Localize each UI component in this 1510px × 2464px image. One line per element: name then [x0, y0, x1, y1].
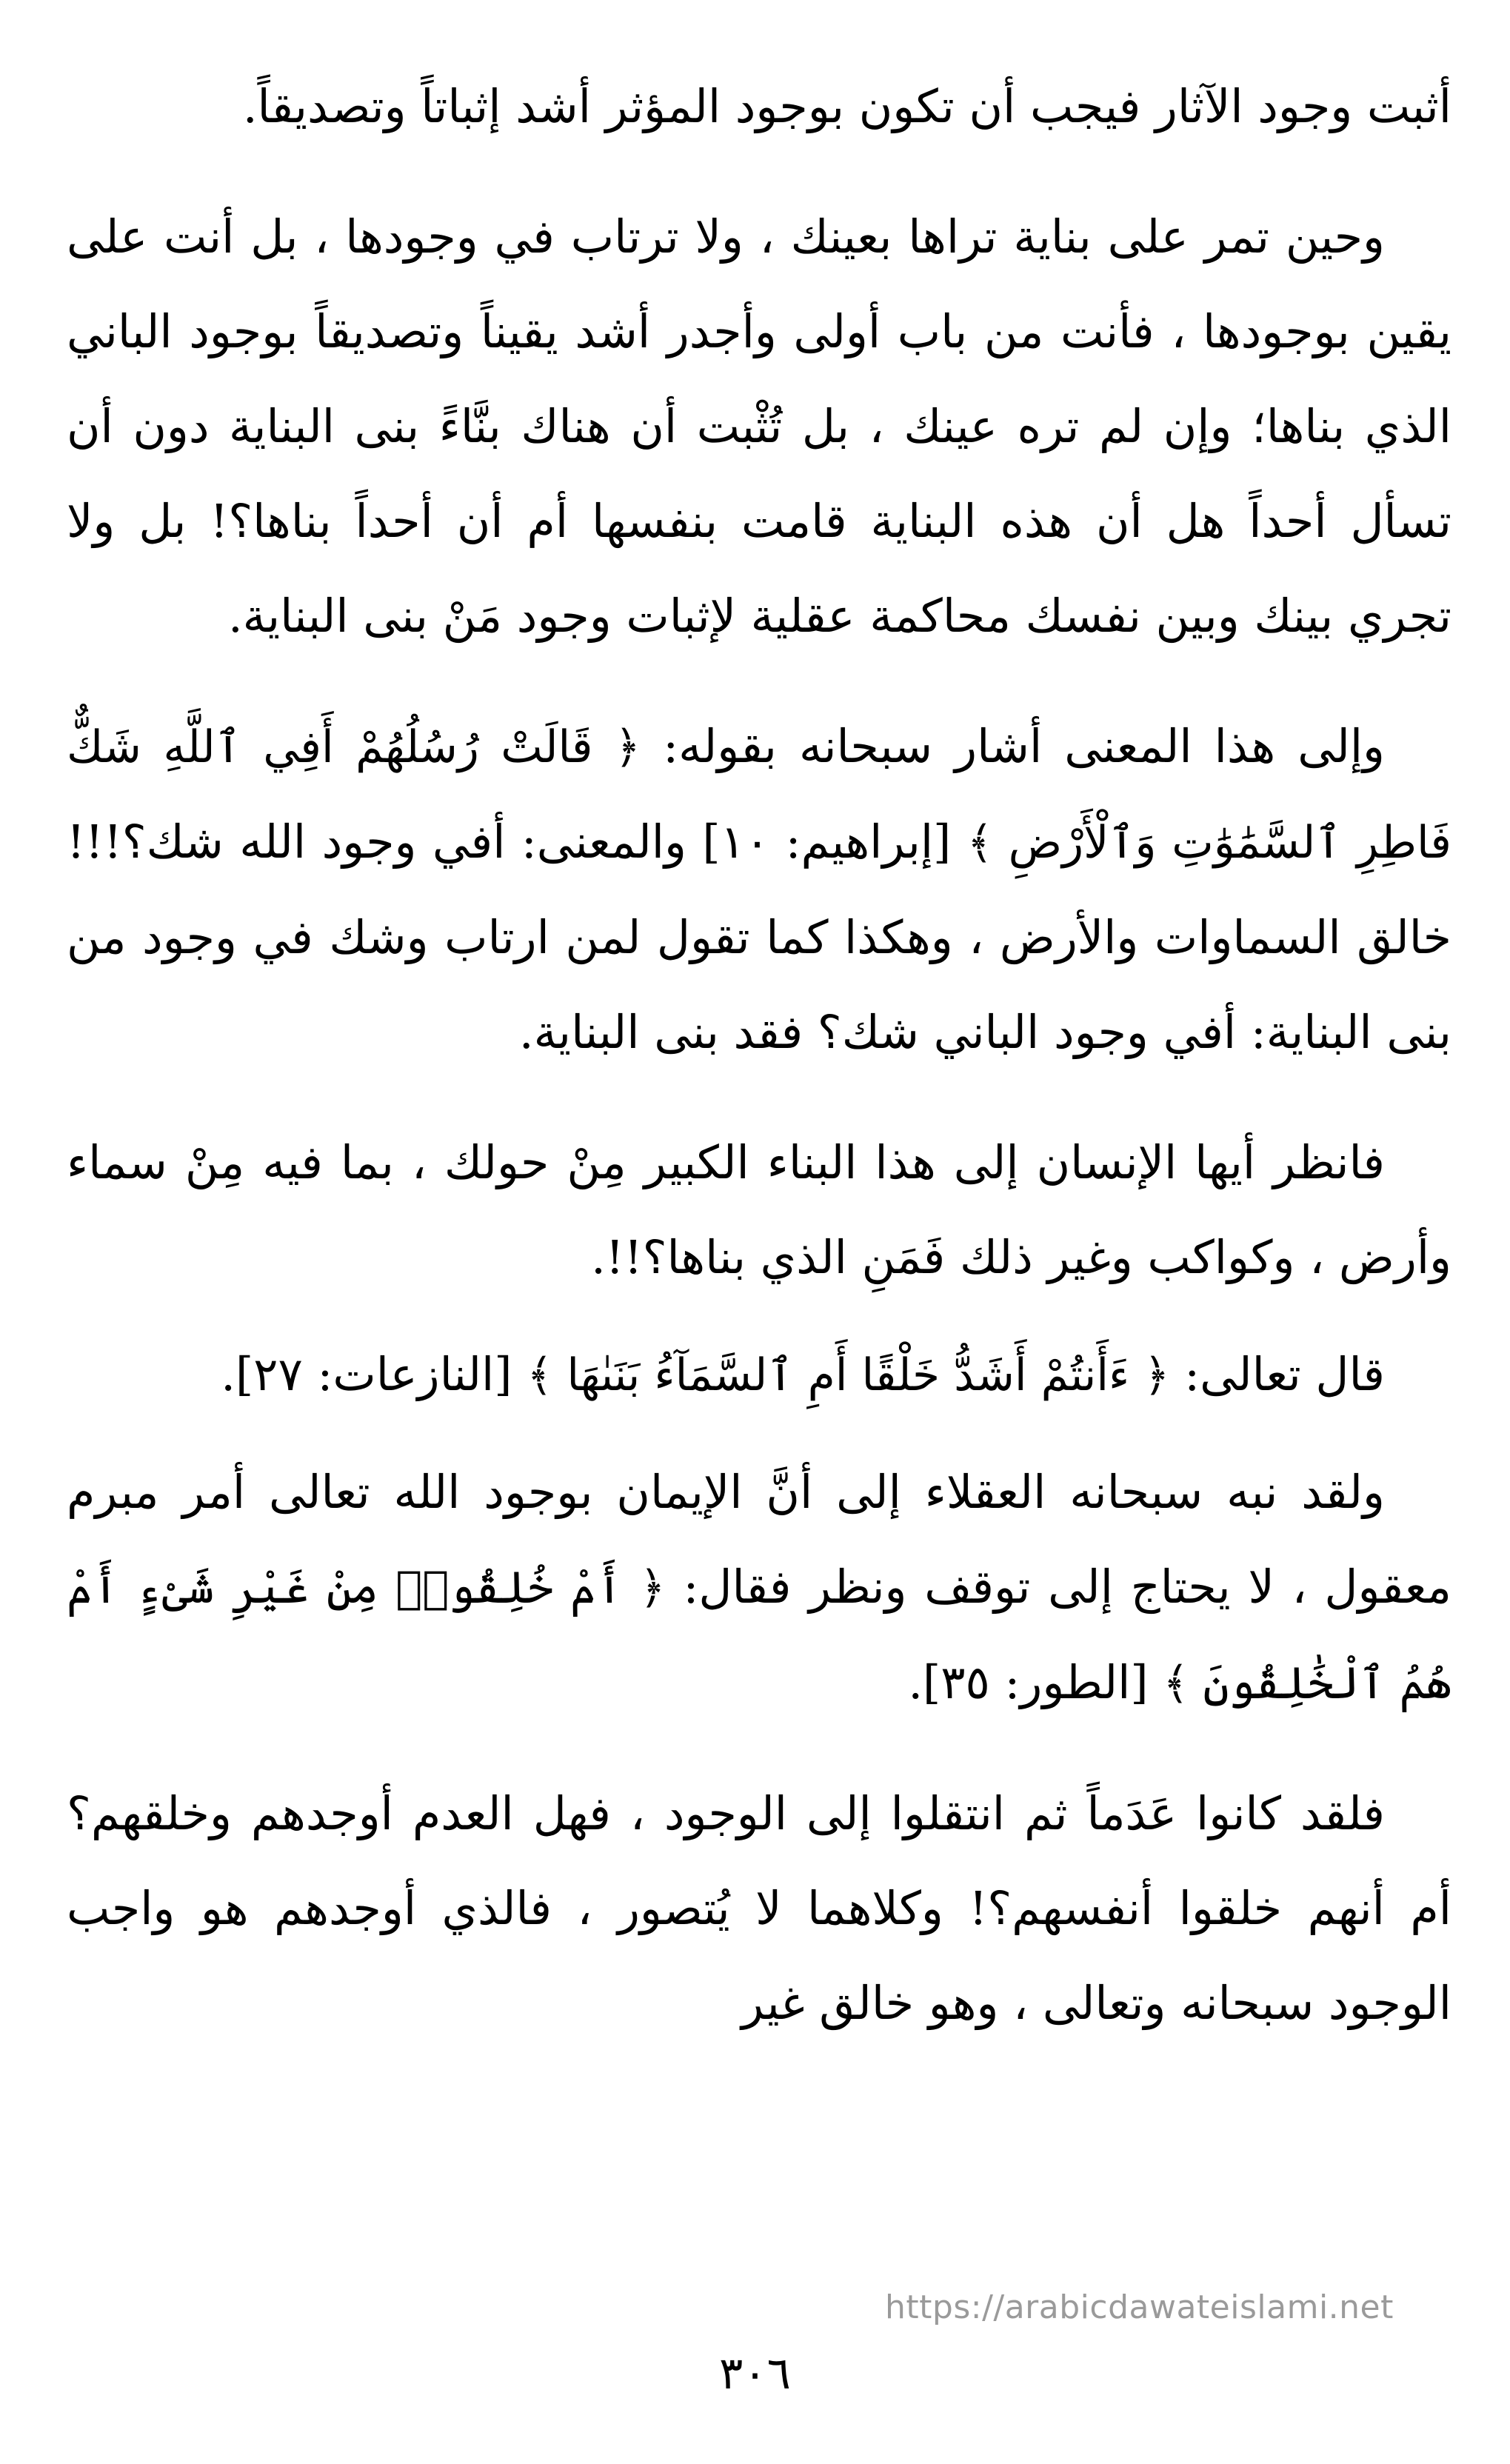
paragraph-7: فلقد كانوا عَدَماً ثم انتقلوا إلى الوجود ، فهل العدم أوجدهم وخلقهم؟ أم أنهم خلقوا أنفسهم؟! وكلاهما لا يُتصور ، فالذي أوجدهم هو واجب الوجود سبحانه وتعالى ، وهو خالق غير: [67, 1786, 1451, 2030]
quran-reference-naziat: [النازعات: ٢٧].: [221, 1347, 512, 1401]
paragraph-5: [67, 1327, 1451, 1423]
paragraph-2: وحين تمر على بناية تراها بعينك ، ولا ترتاب في وجودها ، بل أنت على يقين بوجودها ، فأنت من باب أولى وأجدر أشد يقيناً وتصديقاً بوجود الباني الذي بناها؛ وإن لم تره عينك ، بل تُثْبت أن هناك بنَّاءً بنى البناية دون أن تسأل أحداً هل أن هذه البناية قامت بنفسها أم أن أحداً بناها؟! بل ولا تجري بينك وبين نفسك محاكمة عقلية لإثبات وجود مَنْ بنى البناية.: [67, 210, 1451, 643]
quran-reference-tur: [الطور: ٣٥].: [908, 1655, 1149, 1709]
quran-reference-ibrahim: [إبراهيم: ١٠]: [702, 815, 952, 869]
page-number: ٣٠٦: [719, 2348, 791, 2400]
paragraph-6-intro: ولقد نبه سبحانه العقلاء إلى أنَّ الإيمان بوجود الله تعالى أمر مبرم معقول ، لا يحتاج إلى توقف ونظر فقال:: [67, 1465, 1451, 1614]
quran-verse-tur: ﴿ أَمْ خُلِقُوا۟ مِنْ غَيْرِ شَىْءٍ أَمْ هُمُ ٱلْخَٰلِقُونَ ﴾: [67, 1562, 1451, 1709]
source-watermark: https://arabicdawateislami.net: [885, 2288, 1394, 2326]
paragraph-6: [67, 1445, 1451, 1731]
quran-verse-naziat: ﴿ ءَأَنتُمْ أَشَدُّ خَلْقًا أَمِ ٱلسَّمَآءُ بَنَىٰهَا ﴾: [527, 1349, 1170, 1401]
paragraph-3: [67, 699, 1451, 1080]
paragraph-1: أثبت وجود الآثار فيجب أن تكون بوجود المؤثر أشد إثباتاً وتصديقاً.: [242, 79, 1451, 133]
paragraph-5-intro: قال تعالى:: [1184, 1347, 1385, 1401]
quran-verse-ibrahim: ﴿ قَالَتْ رُسُلُهُمْ أَفِي ٱللَّهِ شَكٌّ فَاطِرِ ٱلسَّمَٰوَٰتِ وَٱلْأَرْضِ ﴾: [67, 721, 1451, 869]
page-body: [67, 59, 1451, 2086]
paragraph-4: فانظر أيها الإنسان إلى هذا البناء الكبير مِنْ حولك ، بما فيه مِنْ سماء وأرض ، وكواكب وغير ذلك فَمَنِ الذي بناها؟!!.: [67, 1135, 1451, 1284]
paragraph-3-intro: وإلى هذا المعنى أشار سبحانه بقوله:: [663, 719, 1385, 773]
paragraph-3-rest: والمعنى: أفي وجود الله شك؟!!! خالق السماوات والأرض ، وهكذا كما تقول لمن ارتاب وشك في وجود من بنى البناية: أفي وجود الباني شك؟ فقد بنى البناية.: [67, 815, 1451, 1059]
